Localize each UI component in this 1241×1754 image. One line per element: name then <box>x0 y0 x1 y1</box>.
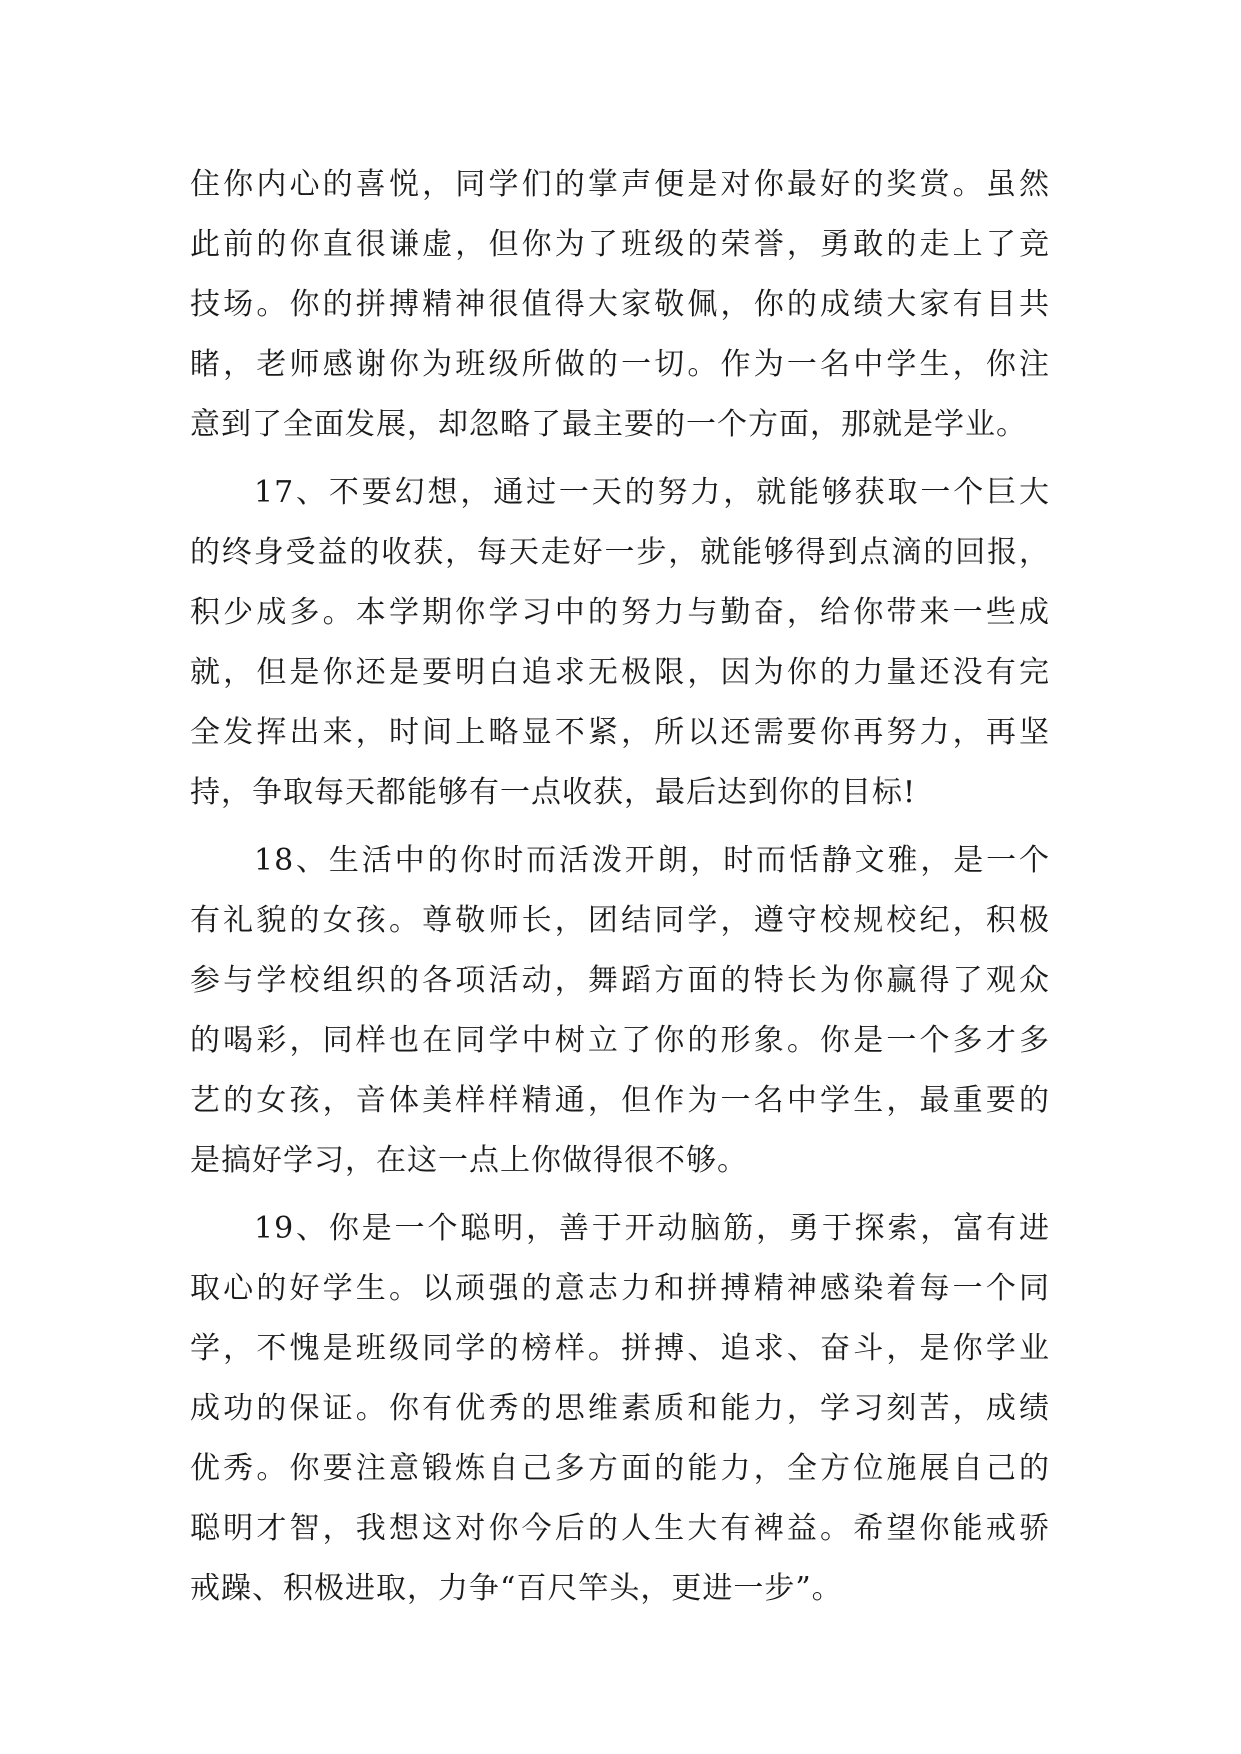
text-line: 持，争取每天都能够有一点收获，最后达到你的目标! <box>190 775 917 810</box>
text-line: 有礼貌的女孩。尊敬师长，团结同学，遵守校规校纪，积极 <box>190 903 1050 938</box>
text-line: 此前的你直很谦虚，但你为了班级的荣誉，勇敢的走上了竞 <box>190 227 1050 262</box>
text-line: 是搞好学习，在这一点上你做得很不够。 <box>190 1143 748 1178</box>
text-line: 积少成多。本学期你学习中的努力与勤奋，给你带来一些成 <box>190 595 1050 630</box>
paragraph <box>190 155 1050 455</box>
text-line: 睹，老师感谢你为班级所做的一切。作为一名中学生，你注 <box>190 347 1050 382</box>
text-line: 戒躁、积极进取，力争“百尺竿头，更进一步”。 <box>190 1571 843 1606</box>
text-line: 17、不要幻想，通过一天的努力，就能够获取一个巨大 <box>254 475 1050 510</box>
text-line: 19、你是一个聪明，善于开动脑筋，勇于探索，富有进 <box>254 1211 1050 1246</box>
paragraph-17 <box>190 463 1050 823</box>
text-line: 就，但是你还是要明白追求无极限，因为你的力量还没有完 <box>190 655 1050 690</box>
text-line: 技场。你的拼搏精神很值得大家敬佩，你的成绩大家有目共 <box>190 287 1050 322</box>
text-line: 意到了全面发展，却忽略了最主要的一个方面，那就是学业。 <box>190 407 1027 442</box>
body-text <box>190 155 1050 1619</box>
text-line: 的终身受益的收获，每天走好一步，就能够得到点滴的回报， <box>190 535 1050 570</box>
text-line: 成功的保证。你有优秀的思维素质和能力，学习刻苦，成绩 <box>190 1391 1050 1426</box>
text-line: 艺的女孩，音体美样样精通，但作为一名中学生，最重要的 <box>190 1083 1050 1118</box>
text-line: 优秀。你要注意锻炼自己多方面的能力，全方位施展自己的 <box>190 1451 1050 1486</box>
paragraph-19 <box>190 1199 1050 1619</box>
text-line: 18、生活中的你时而活泼开朗，时而恬静文雅，是一个 <box>254 843 1050 878</box>
paragraph-18 <box>190 831 1050 1191</box>
text-line: 全发挥出来，时间上略显不紧，所以还需要你再努力，再坚 <box>190 715 1050 750</box>
text-line: 取心的好学生。以顽强的意志力和拼搏精神感染着每一个同 <box>190 1271 1050 1306</box>
text-line: 的喝彩，同样也在同学中树立了你的形象。你是一个多才多 <box>190 1023 1050 1058</box>
text-line: 聪明才智，我想这对你今后的人生大有裨益。希望你能戒骄 <box>190 1511 1050 1546</box>
text-line: 学，不愧是班级同学的榜样。拼搏、追求、奋斗，是你学业 <box>190 1331 1050 1366</box>
text-line: 参与学校组织的各项活动，舞蹈方面的特长为你赢得了观众 <box>190 963 1050 998</box>
text-line: 住你内心的喜悦，同学们的掌声便是对你最好的奖赏。虽然 <box>190 167 1050 202</box>
